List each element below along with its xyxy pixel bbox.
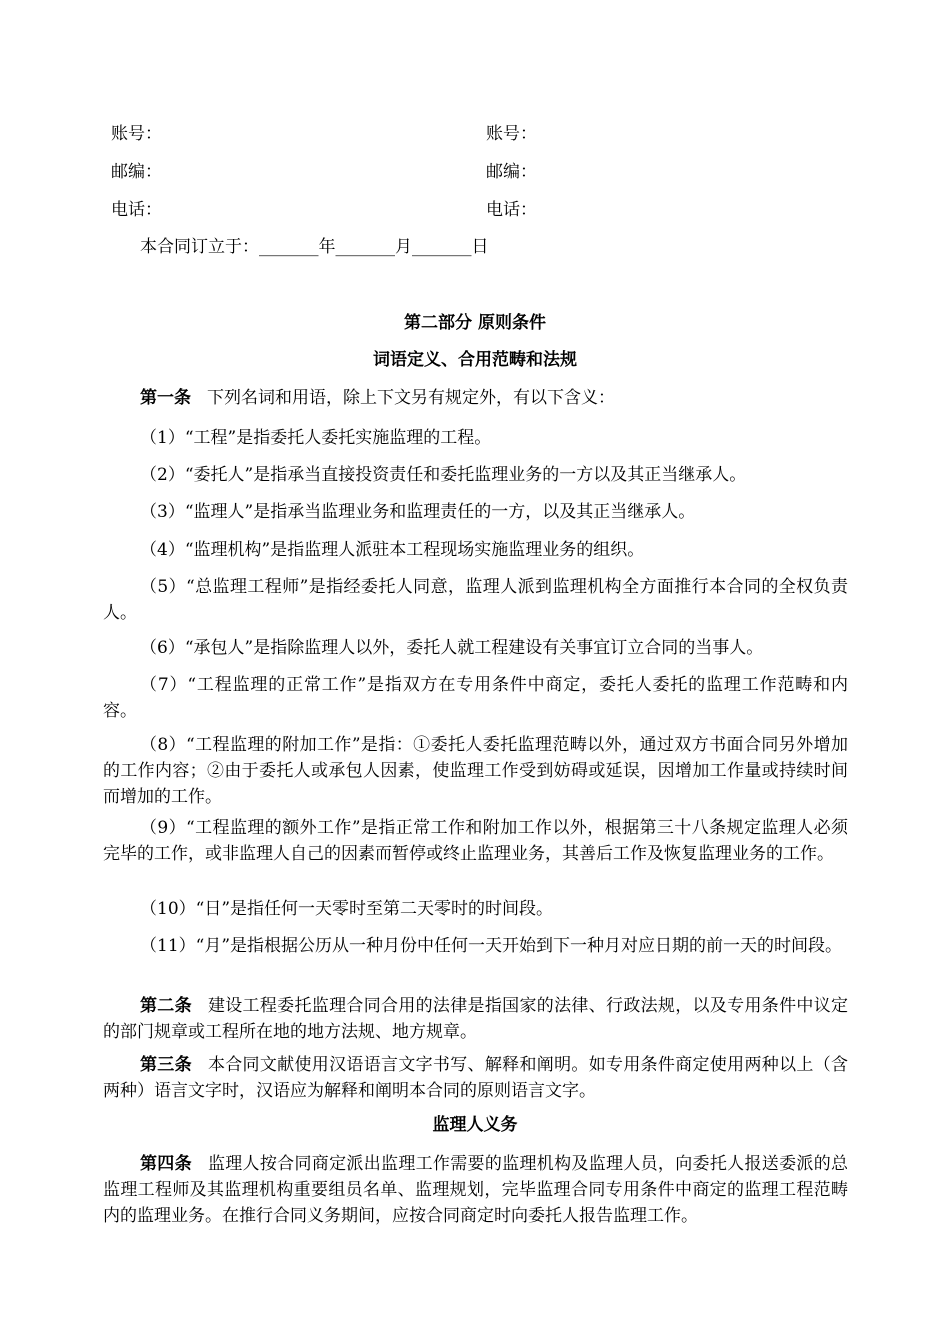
definition-item: （5）“总监理工程师”是指经委托人同意，监理人派到监理机构全方面推行本合同的全权负责人。 — [103, 577, 848, 623]
article-2-text: 建设工程委托监理合同合用的法律是指国家的法律、行政法规，以及专用条件中议定的部门规章或工程所在地的地方法规、地方规章。 — [103, 996, 849, 1042]
article-3-label: 第三条 — [140, 1055, 192, 1075]
article-3-text: 本合同文献使用汉语语言文字书写、解释和阐明。如专用条件商定使用两种以上（含两种）语言文字时，汉语应为解释和阐明本合同的原则语言文字。 — [103, 1055, 849, 1101]
right-postcode-label: 邮编： — [486, 162, 537, 182]
left-account-label: 账号： — [111, 124, 162, 144]
part-title: 第二部分 原则条件 — [404, 313, 546, 333]
section-heading-definitions: 词语定义、合用范畴和法规 — [373, 350, 577, 370]
article-4-label: 第四条 — [140, 1154, 192, 1174]
right-phone-label: 电话： — [486, 200, 537, 220]
contract-date-line: 本合同订立于：_______年_______月_______日 — [140, 237, 489, 257]
section-heading-duties: 监理人义务 — [432, 1115, 518, 1135]
definition-item: （10）“日”是指任何一天零时至第二天零时的时间段。 — [140, 899, 554, 919]
definition-item: （1）“工程”是指委托人委托实施监理的工程。 — [140, 428, 492, 448]
definition-item: （4）“监理机构”是指监理人派驻本工程现场实施监理业务的组织。 — [140, 540, 645, 560]
definition-item: （3）“监理人”是指承当监理业务和监理责任的一方，以及其正当继承人。 — [140, 502, 696, 522]
article-1-label: 第一条 — [140, 388, 191, 408]
left-postcode-label: 邮编： — [111, 162, 162, 182]
definition-item: （6）“承包人”是指除监理人以外，委托人就工程建设有关事宜订立合同的当事人。 — [140, 638, 764, 658]
definition-item: （9）“工程监理的额外工作”是指正常工作和附加工作以外，根据第三十八条规定监理人必须完毕的工作，或非监理人自己的因素而暂停或终止监理业务，其善后工作及恢复监理业务的工作。 — [103, 818, 848, 864]
article-3 — [103, 1052, 848, 1104]
article-2-label: 第二条 — [140, 996, 192, 1016]
article-2 — [103, 993, 848, 1045]
definition-item: （8）“工程监理的附加工作”是指：①委托人委托监理范畴以外，通过双方书面合同另外增加的工作内容；②由于委托人或承包人因素，使监理工作受到妨碍或延误，因增加工作量或持续时间而增加的工作。 — [103, 735, 848, 807]
article-4-text: 监理人按合同商定派出监理工作需要的监理机构及监理人员，向委托人报送委派的总监理工程师及其监理机构重要组员名单、监理规划，完毕监理合同专用条件中商定的监理工程范畴内的监理业务。在推行合同义务期间，应按合同商定时向委托人报告监理工作。 — [103, 1154, 849, 1226]
left-phone-label: 电话： — [111, 200, 162, 220]
article-1-text: 下列名词和用语，除上下文另有规定外，有以下含义： — [207, 388, 615, 408]
article-1 — [103, 385, 848, 411]
definition-item: （11）“月”是指根据公历从一种月份中任何一天开始到下一种月对应日期的前一天的时间段。 — [140, 936, 843, 956]
right-account-label: 账号： — [486, 124, 537, 144]
definition-item: （2）“委托人”是指承当直接投资责任和委托监理业务的一方以及其正当继承人。 — [140, 465, 747, 485]
definition-item: （7）“工程监理的正常工作”是指双方在专用条件中商定，委托人委托的监理工作范畴和内容。 — [103, 675, 848, 721]
article-4 — [103, 1151, 848, 1229]
